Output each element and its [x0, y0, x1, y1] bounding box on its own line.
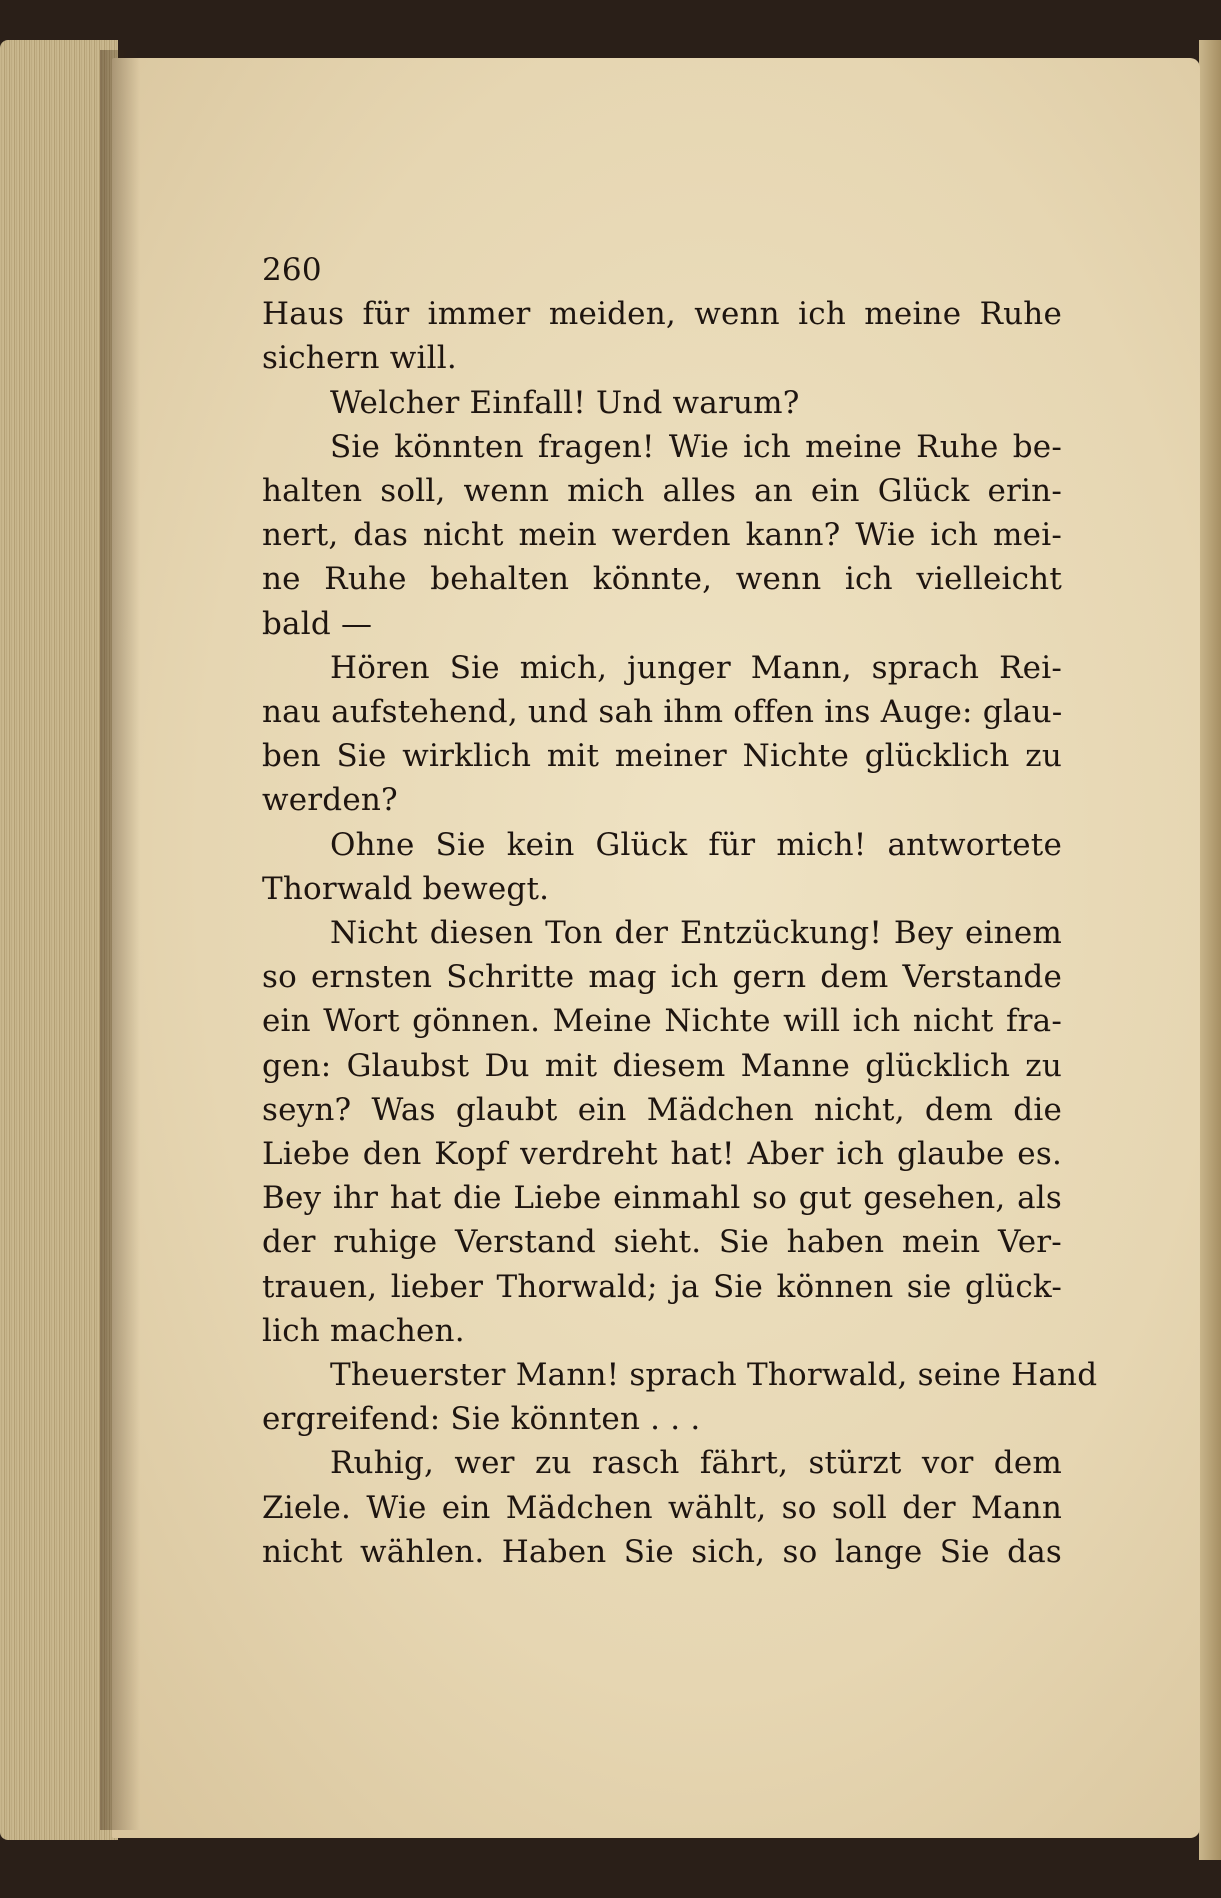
text-line: nert, das nicht mein werden kann? Wie ich mei- [262, 517, 1062, 554]
binding-shadow [100, 50, 140, 1830]
text-line: bald — [262, 605, 373, 642]
text-line: halten soll, wenn mich alles an ein Glück erin- [262, 473, 1062, 510]
text-line: seyn? Was glaubt ein Mädchen nicht, dem die [262, 1091, 1062, 1128]
text-line: nicht wählen. Haben Sie sich, so lange Sie das [262, 1533, 1062, 1570]
text-lines [262, 292, 1098, 1574]
text-line: Thorwald bewegt. [262, 870, 550, 907]
right-page-edge [1199, 40, 1221, 1860]
text-line: Liebe den Kopf verdreht hat! Aber ich glaube es. [262, 1136, 1062, 1173]
text-line: Theuerster Mann! sprach Thorwald, seine Hand [330, 1357, 1098, 1394]
text-line: Ruhig, wer zu rasch fährt, stürzt vor dem [330, 1445, 1062, 1482]
text-line: Sie könnten fragen! Wie ich meine Ruhe be- [330, 428, 1062, 465]
page-number: 260 [262, 252, 322, 288]
text-line: Ziele. Wie ein Mädchen wählt, so soll der Mann [262, 1489, 1062, 1526]
text-line: ben Sie wirklich mit meiner Nichte glücklich zu [262, 738, 1062, 775]
page-text [262, 248, 1098, 1574]
text-line: Nicht diesen Ton der Entzückung! Bey einem [330, 915, 1062, 952]
text-line: so ernsten Schritte mag ich gern dem Verstande [262, 959, 1062, 996]
text-line: Hören Sie mich, junger Mann, sprach Rei- [330, 649, 1062, 686]
text-line: lich machen. [262, 1312, 465, 1349]
text-line: Welcher Einfall! Und warum? [330, 384, 800, 421]
text-line: nau aufstehend, und sah ihm offen ins Auge: glau- [262, 694, 1063, 731]
text-line: Ohne Sie kein Glück für mich! antwortete [330, 826, 1062, 863]
text-line: ne Ruhe behalten könnte, wenn ich vielleicht [262, 561, 1062, 598]
text-line: sichern will. [262, 340, 457, 377]
text-line: trauen, lieber Thorwald; ja Sie können sie glück- [262, 1268, 1062, 1305]
text-line: Haus für immer meiden, wenn ich meine Ruhe [262, 296, 1062, 333]
text-line: ergreifend: Sie könnten . . . [262, 1401, 701, 1438]
text-line: Bey ihr hat die Liebe einmahl so gut gesehen, als [262, 1180, 1062, 1217]
text-line: der ruhige Verstand sieht. Sie haben mein Ver- [262, 1224, 1062, 1261]
text-line: ein Wort gönnen. Meine Nichte will ich nicht fra- [262, 1003, 1062, 1040]
text-line: gen: Glaubst Du mit diesem Manne glücklich zu [262, 1047, 1062, 1084]
text-line: werden? [262, 782, 398, 819]
